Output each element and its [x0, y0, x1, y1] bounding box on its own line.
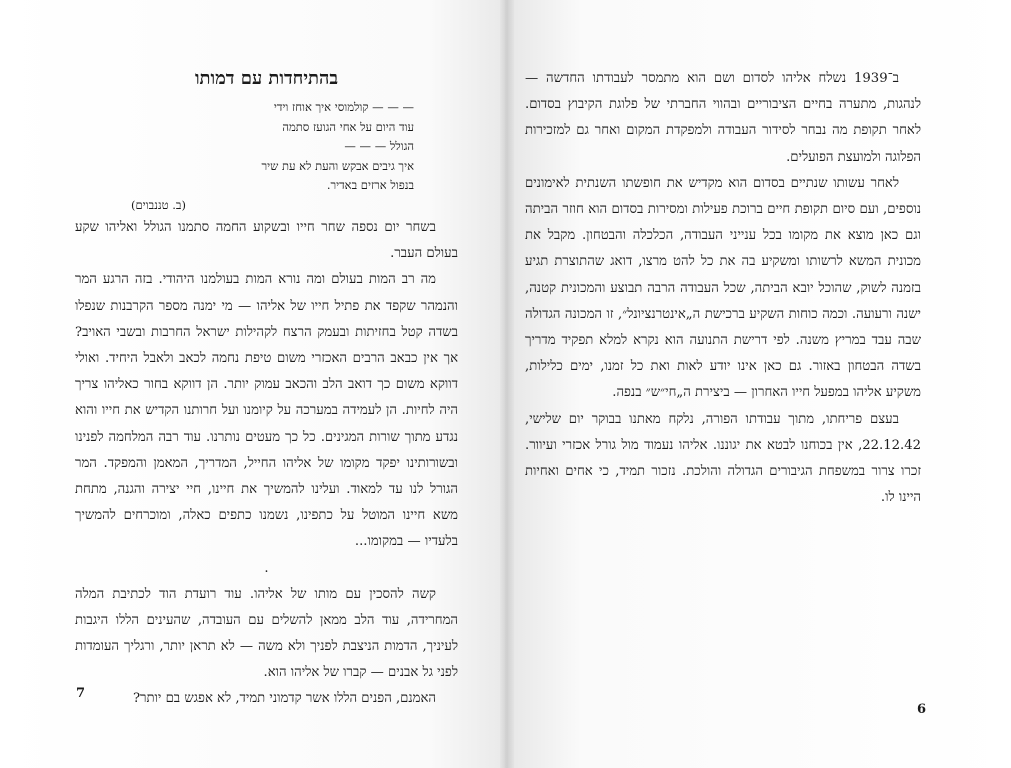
epigraph-poem — [75, 98, 414, 215]
right-page-column — [525, 66, 921, 511]
section-dot: . — [264, 560, 269, 576]
paragraph: לאחר עשותו שנתיים בסדום הוא מקדיש את חופשתו השנתית לאימונים נוספים, ועם סיום תקופת חיים ברוכת פעילות ומסירות בסדום הוא חוזר הביתה וגם כאן מוצא את מקומו בכל ענייני העבודה, הכלכלה והבטחון. מקבל את מכונית המשא לרשותו ומשקיע בה את כל להט מרצו, דואג שהתוצרת תגיע בזמנה לשוק, שהוכל יובא הביתה, שכל העבודה הרבה תבוצע והמכונית קטנה, ישנה ורעועה. וכמה כוחות השקיע ברכישת ה„אינטרנציונל״, זו המכונה הגדולה שבה עבד במריץ משנה. לפי דרישת התנועה הוא נקרא למלא תפקיד מדריך בשדה הבטחון באזור. גם כאן אינו יודע לאות ואת כל זמנו, ימים כלילות, משקיע אליהו במפעל חייו האחרון — ביצירת ה„חי״ש״ בנפה. — [525, 175, 921, 401]
page-number-left: 7 — [76, 686, 86, 701]
left-page-column — [75, 66, 458, 713]
poem-line: — — — קולמוסי איך אוחז וידי — [273, 100, 414, 114]
paragraph: קשה להסכין עם מותו של אליהו. עוד רועדת הוד לכתיבת המלה המחרידה, עוד הלב ממאן להשלים עם העובדה, שהעינים הללו היגבות לעיניך, הדמות הניצבת לפניך ולא משה — לא תראן יותר, ורגליך העומדות לפני גל אבנים — קברו של אליהו הוא. — [75, 586, 458, 681]
paragraph: האמנם, הפנים הללו אשר קדמוני תמיד, לא אפגש בם יותר? — [132, 691, 436, 707]
paragraph: ב־1939 נשלח אליהו לסדום ושם הוא מתמסר לעבודתו החדשה — לנהגות, מתערה בחיים הציבוריים ובהווי החברתי של פלוגת הקיבוץ בסדום. לאחר תקופת מה נבחר לסידור העבודה ולמפקדת המקום ואחר גם למזכירות הפלוגה ולמועצת הפועלים. — [525, 71, 921, 165]
poem-author: (ב. טננבוים) — [131, 197, 186, 212]
paragraph: בעצם פריחתו, מתוך עבודתו הפורה, נלקח מאתנו בבוקר יום שלישי, 22.12.42, אין בכוחנו לבטא את יגוננו. אליהו נעמוד מול גורל אכזרי ועיוור. זכרו צרור במשפחת הגיבורים הגדולה והולכת. נזכור תמיד, כי אחים ואחיות היינו לו. — [525, 411, 921, 506]
paragraph: מה רב המות בעולם ומה נורא המות בעולמנו היהודי. בזה הרגע המר והנמהר שקפד את פתיל חייו של אליהו — מי ימנה מספר הקרבנות שנפלו בשדה קטל בחזיתות ובעמק הרצח לקהילות ישראל החרבות ובשבי האויב? אך אין כבאב הרבים האכזרי משום טיפת נחמה לכאב ולאבל היחיד. ואולי דווקא משום כך דואב הלב והכאב עמוק יותר. הן דווקא בחור כאליהו צריך היה לחיות. הן לעמידה במערכה על קיומנו ועל חרותנו הקדיש את חייו והוא נגדע מתוך שורות המגינים. כל כך מעטים נותרנו. עוד רבה המלחמה לפנינו ובשורותינו יפקד מקומו של אליהו החייל, המדריך, המאמן והמפקד. המר הגורל לנו עד למאוד. ועלינו להמשיך את חיינו, חיי יצירה והגנה, מתחת משא חיינו המוטל על כתפינו, נשמנו כתפים כאלה, ומוכרחים להמשיך בלעדיו — במקומו... — [75, 272, 458, 550]
poem-line: איך גיבים אבקש והעת לא עת שיר — [261, 158, 414, 173]
right-page — [505, 0, 1011, 768]
left-page — [0, 0, 505, 768]
page-number-right: 6 — [917, 702, 927, 717]
poem-line: הגולל — — — — [344, 139, 414, 153]
chapter-title: בהתיחדות עם דמותו — [194, 68, 339, 89]
paragraph: בשחר יום נספה שחר חייו ובשקוע החמה סתמנו הגולל ואליהו שקע בעולם העבר. — [75, 220, 458, 262]
book-gutter — [500, 0, 514, 768]
poem-line: עוד היום על אחי הגועז סתמה — [282, 119, 414, 134]
poem-line: בנפול ארזים באדיר. — [326, 178, 414, 192]
